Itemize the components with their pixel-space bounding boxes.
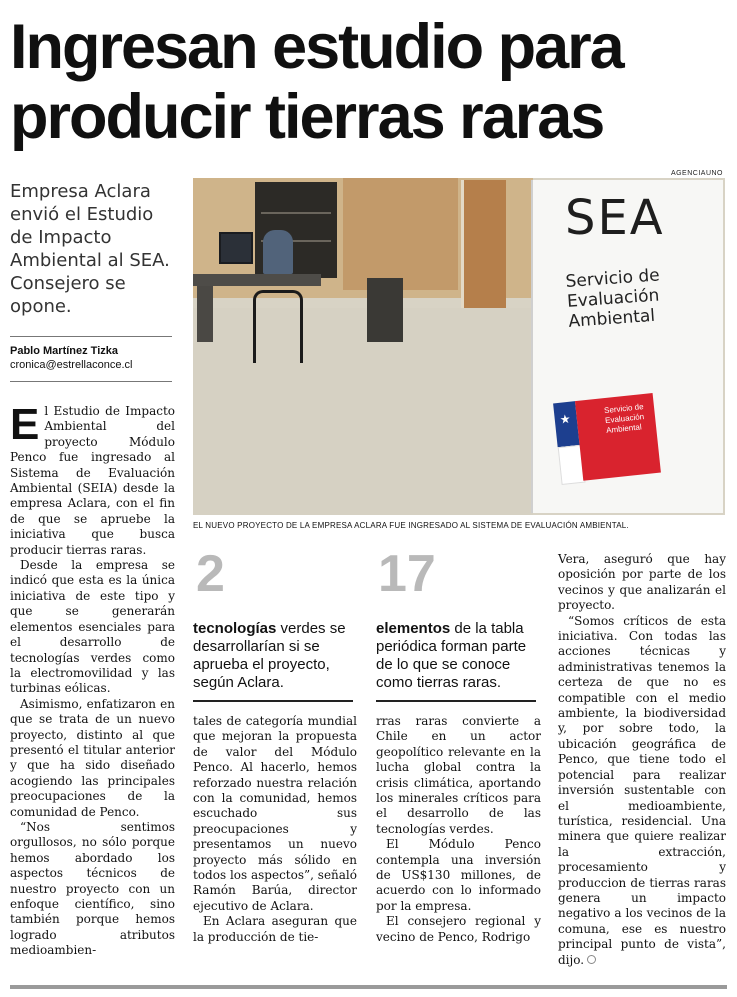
photo-chair (253, 290, 303, 363)
fact-text-1: tecnologías verdes se desarrollarían si se aprueba el proyecto, según Aclara. (193, 620, 346, 691)
byline (10, 344, 175, 372)
photo-cabinet (343, 178, 458, 290)
photo-caption: EL NUEVO PROYECTO DE LA EMPRESA ACLARA FUE INGRESADO AL SISTEMA DE EVALUACIÓN AMBIENTAL. (193, 521, 629, 530)
article-column-2 (193, 714, 357, 945)
paragraph: Desde la empresa se indicó que esta es la única iniciativa de este tipo y que se generarán elementos esenciales para el desarrollo de tecnologías verdes como la electromovilidad y las turbinas eólicas. (10, 558, 175, 696)
byline-rule-bottom (10, 381, 172, 382)
paragraph: El consejero regional y vecino de Penco, Rodrigo (376, 914, 541, 944)
article-column-3 (376, 714, 541, 945)
banner-text: Servicio de Evaluación Ambiental (565, 265, 661, 332)
headline: Ingresan estudio para producir tierras raras (10, 12, 623, 152)
banner-acronym: SEA (565, 190, 665, 246)
photo-counter (367, 278, 403, 342)
photo-credit: AGENCIAUNO (670, 170, 723, 177)
paragraph: En Aclara aseguran que la producción de tie- (193, 914, 357, 944)
fact-number-1: 2 (196, 545, 225, 603)
fact-text-2: elementos de la tabla periódica forman parte de lo que se conoce como tierras raras. (376, 620, 527, 691)
drop-cap: E (10, 400, 40, 449)
photo-door (461, 180, 506, 308)
sea-logo-icon (553, 393, 661, 483)
paragraph: rras raras convierte a Chile en un actor geopolítico relevante en la lucha global contra la crisis climática, aportando los minerales críticos para el desarrollo de las tecnologías verdes. (376, 714, 541, 836)
photo-desk-leg (197, 286, 213, 342)
sea-banner (531, 180, 723, 513)
photo-desk (193, 274, 321, 286)
paragraph: El Estudio de Impacto Ambiental del proyecto Módulo Penco fue ingresado al Sistema de Evaluación Ambiental (SEIA) desde la empresa Aclara, con el fin de que se apruebe la iniciativa que busca producir tierras raras. (10, 400, 175, 557)
article-column-4 (558, 552, 726, 968)
paragraph: Vera, aseguró que hay oposición por parte de los vecinos y que analizarán el proyecto. (558, 552, 726, 613)
author-email[interactable]: cronica@estrellaconce.cl (10, 359, 133, 371)
photo-floor (193, 308, 533, 515)
paragraph: tales de categoría mundial que mejoran la propuesta de valor del Módulo Penco. Al hacerlo, hemos reforzado nuestra relación con la comunidad, hemos escuchado sus preocupaciones y presentamos un nuevo proyecto más sólido en todos los aspectos”, señaló Ramón Barúa, director ejecutivo de Aclara. (193, 714, 357, 913)
news-photo (193, 178, 725, 515)
logo-red-block (575, 393, 661, 481)
fact-rule-1 (193, 700, 353, 702)
paragraph: “Somos críticos de esta iniciativa. Con todas las acciones técnicas y administrativas tenemos la certeza de que no es compatible con el medio ambiente, la biodiversidad y, por sobre todo, la ubicación geográfica de Penco, que tiene todo el potencial para realizar inversión sustentable con el medioambiente, turística, residencial. Una minera que quiere realizar la extracción, procesamiento y produccion de tierras raras genera un impacto negativo a los vecinos de la comuna, ese es nuestro principal punto de vista”, dijo. (558, 613, 726, 967)
page-bottom-bar (10, 985, 727, 989)
paragraph: “Nos sentimos orgullosos, no sólo porque hemos abordado los aspectos técnicos de nuestro proyecto con un enfoque científico, sino también porque hemos logrado atributos medioambien- (10, 819, 175, 958)
photo-person (263, 230, 293, 274)
end-mark-icon (587, 955, 596, 964)
article-column-1 (10, 400, 175, 959)
photo-monitor (219, 232, 253, 264)
paragraph: Asimismo, enfatizaron en que se trata de un nuevo proyecto, distinto al que presentó el titular anterior y que ha sido diseñado acogiendo las principales preocupaciones de la comunidad de Penco. (10, 696, 175, 819)
fact-number-2: 17 (378, 545, 436, 603)
author-name: Pablo Martínez Tizka (10, 345, 118, 357)
logo-blue-block: ★ (553, 401, 579, 447)
fact-rule-2 (376, 700, 536, 702)
subhead: Empresa Aclara envió el Estudio de Impacto Ambiental al SEA. Consejero se opone. (10, 181, 170, 317)
paragraph: El Módulo Penco contempla una inversión de US$130 millones, de acuerdo con lo informado por la empresa. (376, 837, 541, 913)
logo-text: Servicio de Evaluación Ambiental (603, 402, 645, 436)
byline-rule-top (10, 336, 172, 337)
